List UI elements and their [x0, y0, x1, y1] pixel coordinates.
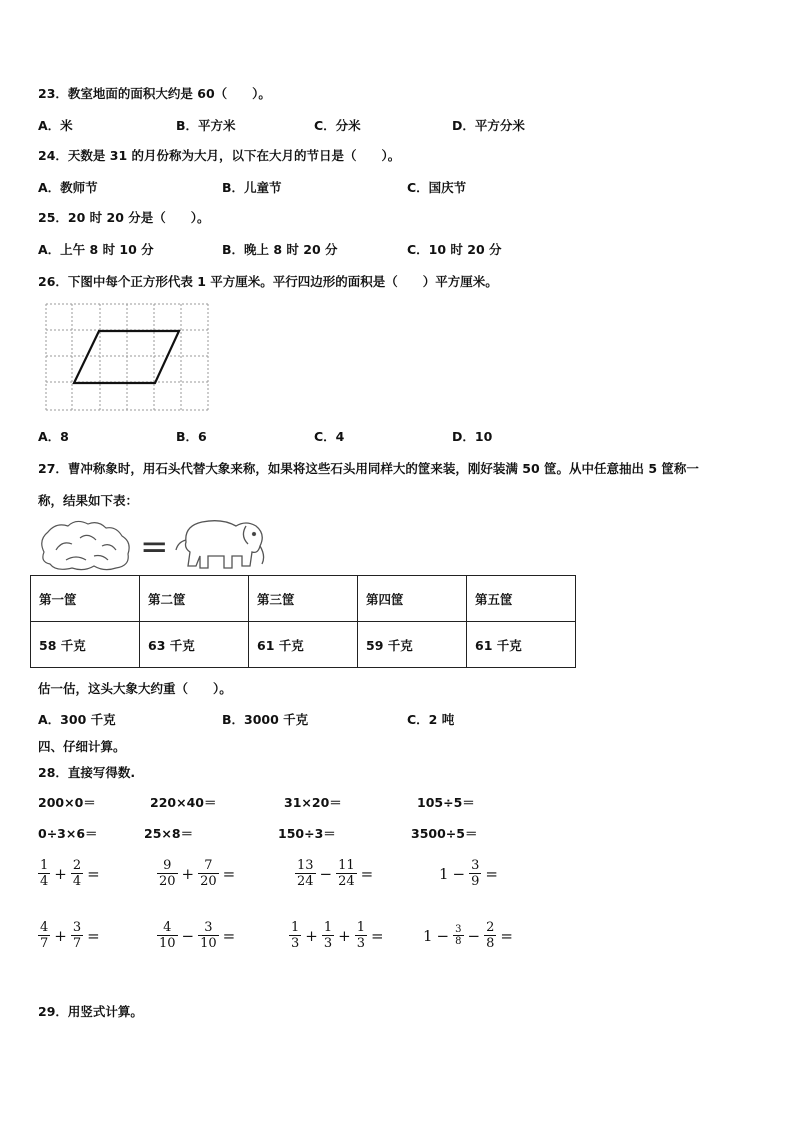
q23-option-d: D．平方分米	[452, 118, 525, 133]
table-cell: 63 千克	[140, 622, 249, 668]
table-cell: 61 千克	[249, 622, 358, 668]
fraction-expression: $\frac{4}{7}$ + $\frac{3}{7}$ =	[40, 920, 100, 951]
basket-weights-table	[30, 575, 576, 668]
q24-stem: 24．天数是 31 的月份称为大月，以下在大月的节日是（ ）。	[38, 148, 401, 163]
q25-option-c: C．10 时 20 分	[407, 242, 502, 257]
q27-question: 估一估，这头大象大约重（ ）。	[38, 681, 232, 696]
q24-option-b: B．儿童节	[222, 180, 282, 195]
q27-option-b: B．3000 千克	[222, 712, 309, 727]
q26-option-b: B．6	[176, 429, 207, 444]
fraction-expression: 1 − $\frac{3}{8}$ − $\frac{2}{8}$ =	[423, 920, 513, 951]
q27-option-a: A．300 千克	[38, 712, 116, 727]
q25-option-b: B．晚上 8 时 20 分	[222, 242, 338, 257]
q23-option-a: A．米	[38, 118, 73, 133]
table-header-cell: 第一筐	[31, 576, 140, 622]
calc-item: 220×40＝	[150, 795, 217, 810]
stones-elephant-illustration	[36, 512, 268, 574]
fraction-expression: $\frac{1}{3}$ + $\frac{1}{3}$ + $\frac{1}{3}$ =	[291, 920, 384, 951]
fraction-expression: $\frac{9}{20}$ + $\frac{7}{20}$ =	[159, 858, 236, 889]
calc-item: 200×0＝	[38, 795, 96, 810]
q23-option-c: C．分米	[314, 118, 361, 133]
calc-item: 0÷3×6＝	[38, 826, 98, 841]
calc-item: 105÷5＝	[417, 795, 475, 810]
table-header-cell: 第五筐	[467, 576, 576, 622]
q26-stem: 26．下图中每个正方形代表 1 平方厘米。平行四边形的面积是（ ）平方厘米。	[38, 274, 498, 289]
table-row	[31, 622, 576, 668]
section-heading: 四、仔细计算。	[38, 739, 126, 754]
q25-option-a: A．上午 8 时 10 分	[38, 242, 154, 257]
equals-sign: =	[140, 527, 169, 567]
q26-option-a: A．8	[38, 429, 69, 444]
fraction-expression: $\frac{1}{4}$ + $\frac{2}{4}$ =	[40, 858, 100, 889]
calc-item: 25×8＝	[144, 826, 194, 841]
stones-icon	[42, 521, 129, 569]
calc-item: 150÷3＝	[278, 826, 336, 841]
calc-item: 31×20＝	[284, 795, 342, 810]
table-header-cell: 第二筐	[140, 576, 249, 622]
table-header-cell: 第四筐	[358, 576, 467, 622]
fraction-expression: $\frac{13}{24}$ − $\frac{11}{24}$ =	[297, 858, 374, 889]
fraction-expression: $\frac{4}{10}$ − $\frac{3}{10}$ =	[159, 920, 236, 951]
q27-stem-line1: 27．曹冲称象时，用石头代替大象来称，如果将这些石头用同样大的筐来装，刚好装满 50 筐。从中任意抽出 5 筐称一	[38, 461, 699, 476]
fraction-expression: 1 − $\frac{3}{9}$ =	[439, 858, 498, 889]
calc-item: 3500÷5＝	[411, 826, 478, 841]
q27-option-c: C．2 吨	[407, 712, 455, 727]
elephant-icon	[176, 521, 264, 568]
q27-stem-line2: 称，结果如下表：	[38, 493, 139, 508]
q24-option-a: A．教师节	[38, 180, 98, 195]
q28-stem: 28．直接写得数.	[38, 765, 136, 780]
table-header-cell: 第三筐	[249, 576, 358, 622]
q26-option-d: D．10	[452, 429, 493, 444]
table-cell: 59 千克	[358, 622, 467, 668]
q23-option-b: B．平方米	[176, 118, 236, 133]
table-cell: 58 千克	[31, 622, 140, 668]
q23-stem: 23．教室地面的面积大约是 60（ ）。	[38, 86, 271, 101]
parallelogram-grid-figure	[44, 302, 212, 414]
q26-option-c: C．4	[314, 429, 345, 444]
q24-option-c: C．国庆节	[407, 180, 467, 195]
q29-stem: 29．用竖式计算。	[38, 1004, 143, 1019]
table-header-row	[31, 576, 576, 622]
q25-stem: 25．20 时 20 分是（ ）。	[38, 210, 210, 225]
table-cell: 61 千克	[467, 622, 576, 668]
